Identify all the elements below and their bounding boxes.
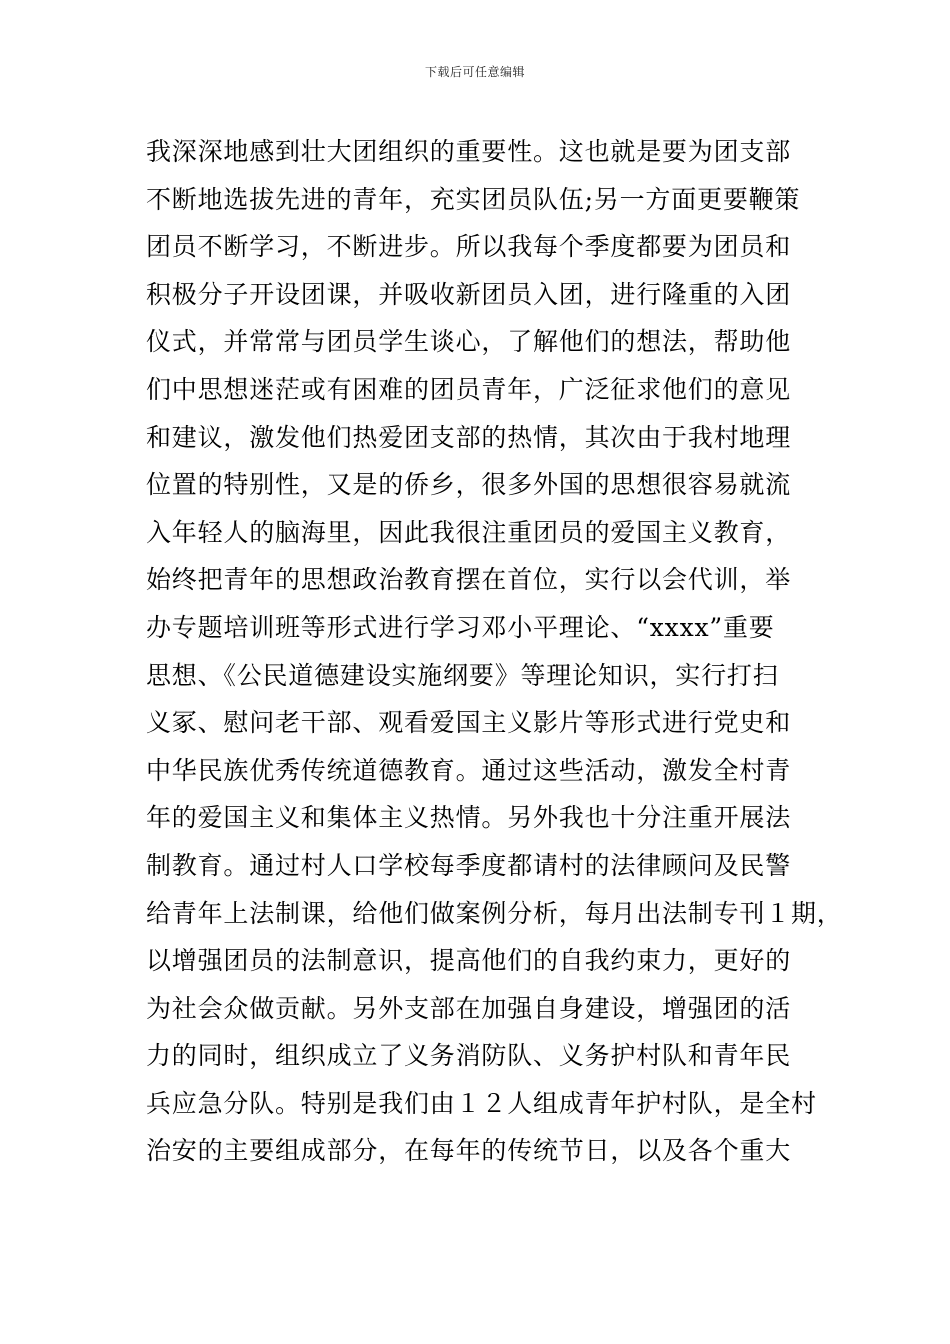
text-line: 不断地选拔先进的青年，充实团员队伍;另一方面更要鞭策: [146, 184, 801, 214]
text-line: 年的爱国主义和集体主义热情。另外我也十分注重开展法: [146, 803, 792, 833]
text-line: 制教育。通过村人口学校每季度都请村的法律顾问及民警: [146, 850, 792, 880]
text-line: 我深深地感到壮大团组织的重要性。这也就是要为团支部: [146, 137, 792, 166]
text-line: 办专题培训班等形式进行学习邓小平理论、“xxxx”重要: [146, 612, 775, 642]
text-line: 始终把青年的思想政治教育摆在首位，实行以会代训，举: [146, 565, 792, 595]
text-line: 团员不断学习，不断进步。所以我每个季度都要为团员和: [146, 232, 792, 262]
text-line: 们中思想迷茫或有困难的团员青年，广泛征求他们的意见: [146, 374, 792, 404]
body-text: [146, 128, 843, 1175]
text-line: 入年轻人的脑海里，因此我很注重团员的爱国主义教育，: [146, 517, 792, 547]
text-line: 治安的主要组成部分，在每年的传统节日，以及各个重大: [146, 1136, 792, 1166]
text-line: 中华民族优秀传统道德教育。通过这些活动，激发全村青: [146, 755, 792, 785]
text-line: 以增强团员的法制意识，提高他们的自我约束力，更好的: [146, 946, 792, 976]
text-line: 力的同时，组织成立了义务消防队、义务护村队和青年民: [146, 1041, 792, 1071]
text-line: 仪式，并常常与团员学生谈心，了解他们的想法，帮助他: [146, 327, 792, 357]
text-line: 为社会众做贡献。另外支部在加强自身建设，增强团的活: [146, 993, 792, 1023]
text-line: 和建议，激发他们热爱团支部的热情，其次由于我村地理: [146, 422, 792, 452]
text-line: 积极分子开设团课，并吸收新团员入团，进行隆重的入团: [146, 279, 792, 309]
text-line: 兵应急分队。特别是我们由１２人组成青年护村队，是全村: [146, 1088, 817, 1118]
text-line: 思想、《公民道德建设实施纲要》等理论知识，实行打扫: [146, 660, 779, 690]
text-line: 位置的特别性，又是的侨乡，很多外国的思想很容易就流: [146, 470, 792, 500]
page-header: 下载后可任意编辑: [424, 65, 525, 79]
text-line: 给青年上法制课，给他们做案例分析，每月出法制专刊１期，: [146, 898, 843, 928]
text-line: 义冢、慰问老干部、观看爱国主义影片等形式进行党史和: [146, 708, 792, 738]
